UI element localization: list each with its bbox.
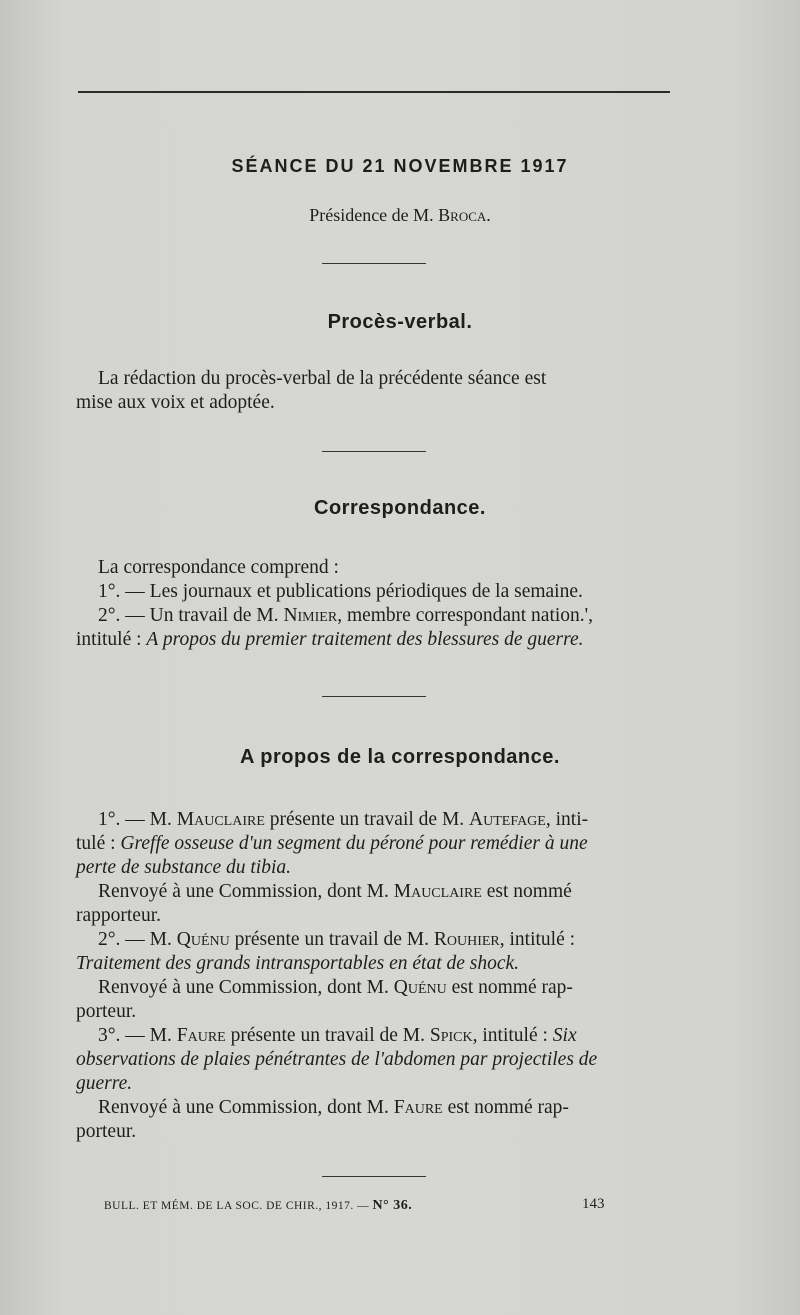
p3-mid: présente un travail de M. [230,1025,425,1046]
a-propos-r3-line-1 [76,1096,670,1120]
p1-mid: présente un travail de M. [269,809,465,830]
proces-verbal-heading: Procès-verbal. [327,311,473,333]
p2-prefix: 2°. — M. [98,929,172,950]
p1-title-1: Greffe osseuse d'un segment du péroné pour remédier à une [120,833,588,854]
r2-prefix: Renvoyé à une Commission, dont M. [98,977,389,998]
author-name: Nimier [283,605,338,626]
footer-citation: BULL. ET MÉM. DE LA SOC. DE CHIR., 1917. — [104,1200,370,1212]
p3-prefix: 3°. — M. [98,1025,172,1046]
p2-presenter: Quénu [176,929,230,950]
r1-prefix: Renvoyé à une Commission, dont M. [98,881,389,902]
item-2-intitule: intitulé : [76,629,142,650]
a-propos-p1-line-3 [76,856,670,880]
a-propos-r1-line-2: rapporteur. [76,905,162,926]
proces-verbal-line-1: La rédaction du procès-verbal de la précédente séance est [98,368,547,389]
correspondance-heading: Correspondance. [314,497,486,519]
a-propos-r2-line-1 [76,976,670,1000]
r3-prefix: Renvoyé à une Commission, dont M. [98,1097,389,1118]
correspondance-item-2-cont [76,628,670,652]
r1-mid: est nommé [486,881,572,902]
r3-name: Faure [393,1097,443,1118]
p2-title: Traitement des grands intransportables en état de shock. [76,953,520,974]
a-propos-text [76,808,670,1144]
correspondance-intro: La correspondance comprend : [98,557,339,578]
item-2-rest: , membre correspondant nation.', [337,605,594,626]
p1-tule: tulé : [76,833,116,854]
top-rule [78,91,670,93]
r2-mid: est nommé rap- [451,977,573,998]
proces-verbal-line-2: mise aux voix et adoptée. [76,392,275,413]
r1-name: Mauclaire [393,881,482,902]
p1-author: Autefage [469,809,546,830]
p1-presenter: Mauclaire [176,809,265,830]
p3-title-1: Six [552,1025,577,1046]
correspondance-item-2 [76,604,670,628]
a-propos-r3-line-2: porteur. [76,1121,137,1142]
page-number: 143 [582,1196,605,1212]
journal-footer [104,1198,412,1214]
p1-prefix: 1°. — M. [98,809,172,830]
p2-end: , intitulé : [499,929,576,950]
p3-author: Spick [429,1025,473,1046]
a-propos-p1-line-2 [76,832,670,856]
p3-title-2: observations de plaies pénétrantes de l'abdomen par projectiles de [76,1049,598,1070]
divider-4 [322,1176,426,1177]
divider-1 [322,263,426,264]
p3-title-3: guerre. [76,1073,133,1094]
divider-3 [322,696,426,697]
a-propos-r1-line-1 [76,880,670,904]
a-propos-p3-line-2 [76,1048,670,1072]
a-propos-r2-line-2: porteur. [76,1001,137,1022]
p3-end: , intitulé : [472,1025,548,1046]
p1-title-2: perte de substance du tibia. [76,857,292,878]
proces-verbal-text [76,367,670,415]
divider-2 [322,451,426,452]
presidence-line [0,205,800,226]
item-2-title: A propos du premier traitement des blessures de guerre. [146,629,584,650]
p2-mid: présente un travail de M. [234,929,429,950]
r2-name: Quénu [393,977,447,998]
item-2-prefix: 2°. — Un travail de M. [98,605,279,626]
correspondance-text [76,556,670,652]
a-propos-p3-line-3 [76,1072,670,1096]
footer-issue-number: N° 36. [372,1198,413,1213]
r3-mid: est nommé rap- [447,1097,569,1118]
presidence-prefix: Présidence de M. [309,205,434,225]
p2-author: Rouhier [433,929,500,950]
a-propos-p3-line-1 [76,1024,670,1048]
a-propos-heading: A propos de la correspondance. [240,746,560,768]
correspondance-item-1: 1°. — Les journaux et publications périodiques de la semaine. [98,581,583,602]
a-propos-p2-line-1 [76,928,670,952]
a-propos-p1-line-1 [76,808,670,832]
p1-end: , inti- [545,809,589,830]
p3-presenter: Faure [176,1025,226,1046]
a-propos-p2-line-2 [76,952,670,976]
seance-title: SÉANCE DU 21 NOVEMBRE 1917 [231,156,569,176]
president-name: Broca. [438,205,491,225]
